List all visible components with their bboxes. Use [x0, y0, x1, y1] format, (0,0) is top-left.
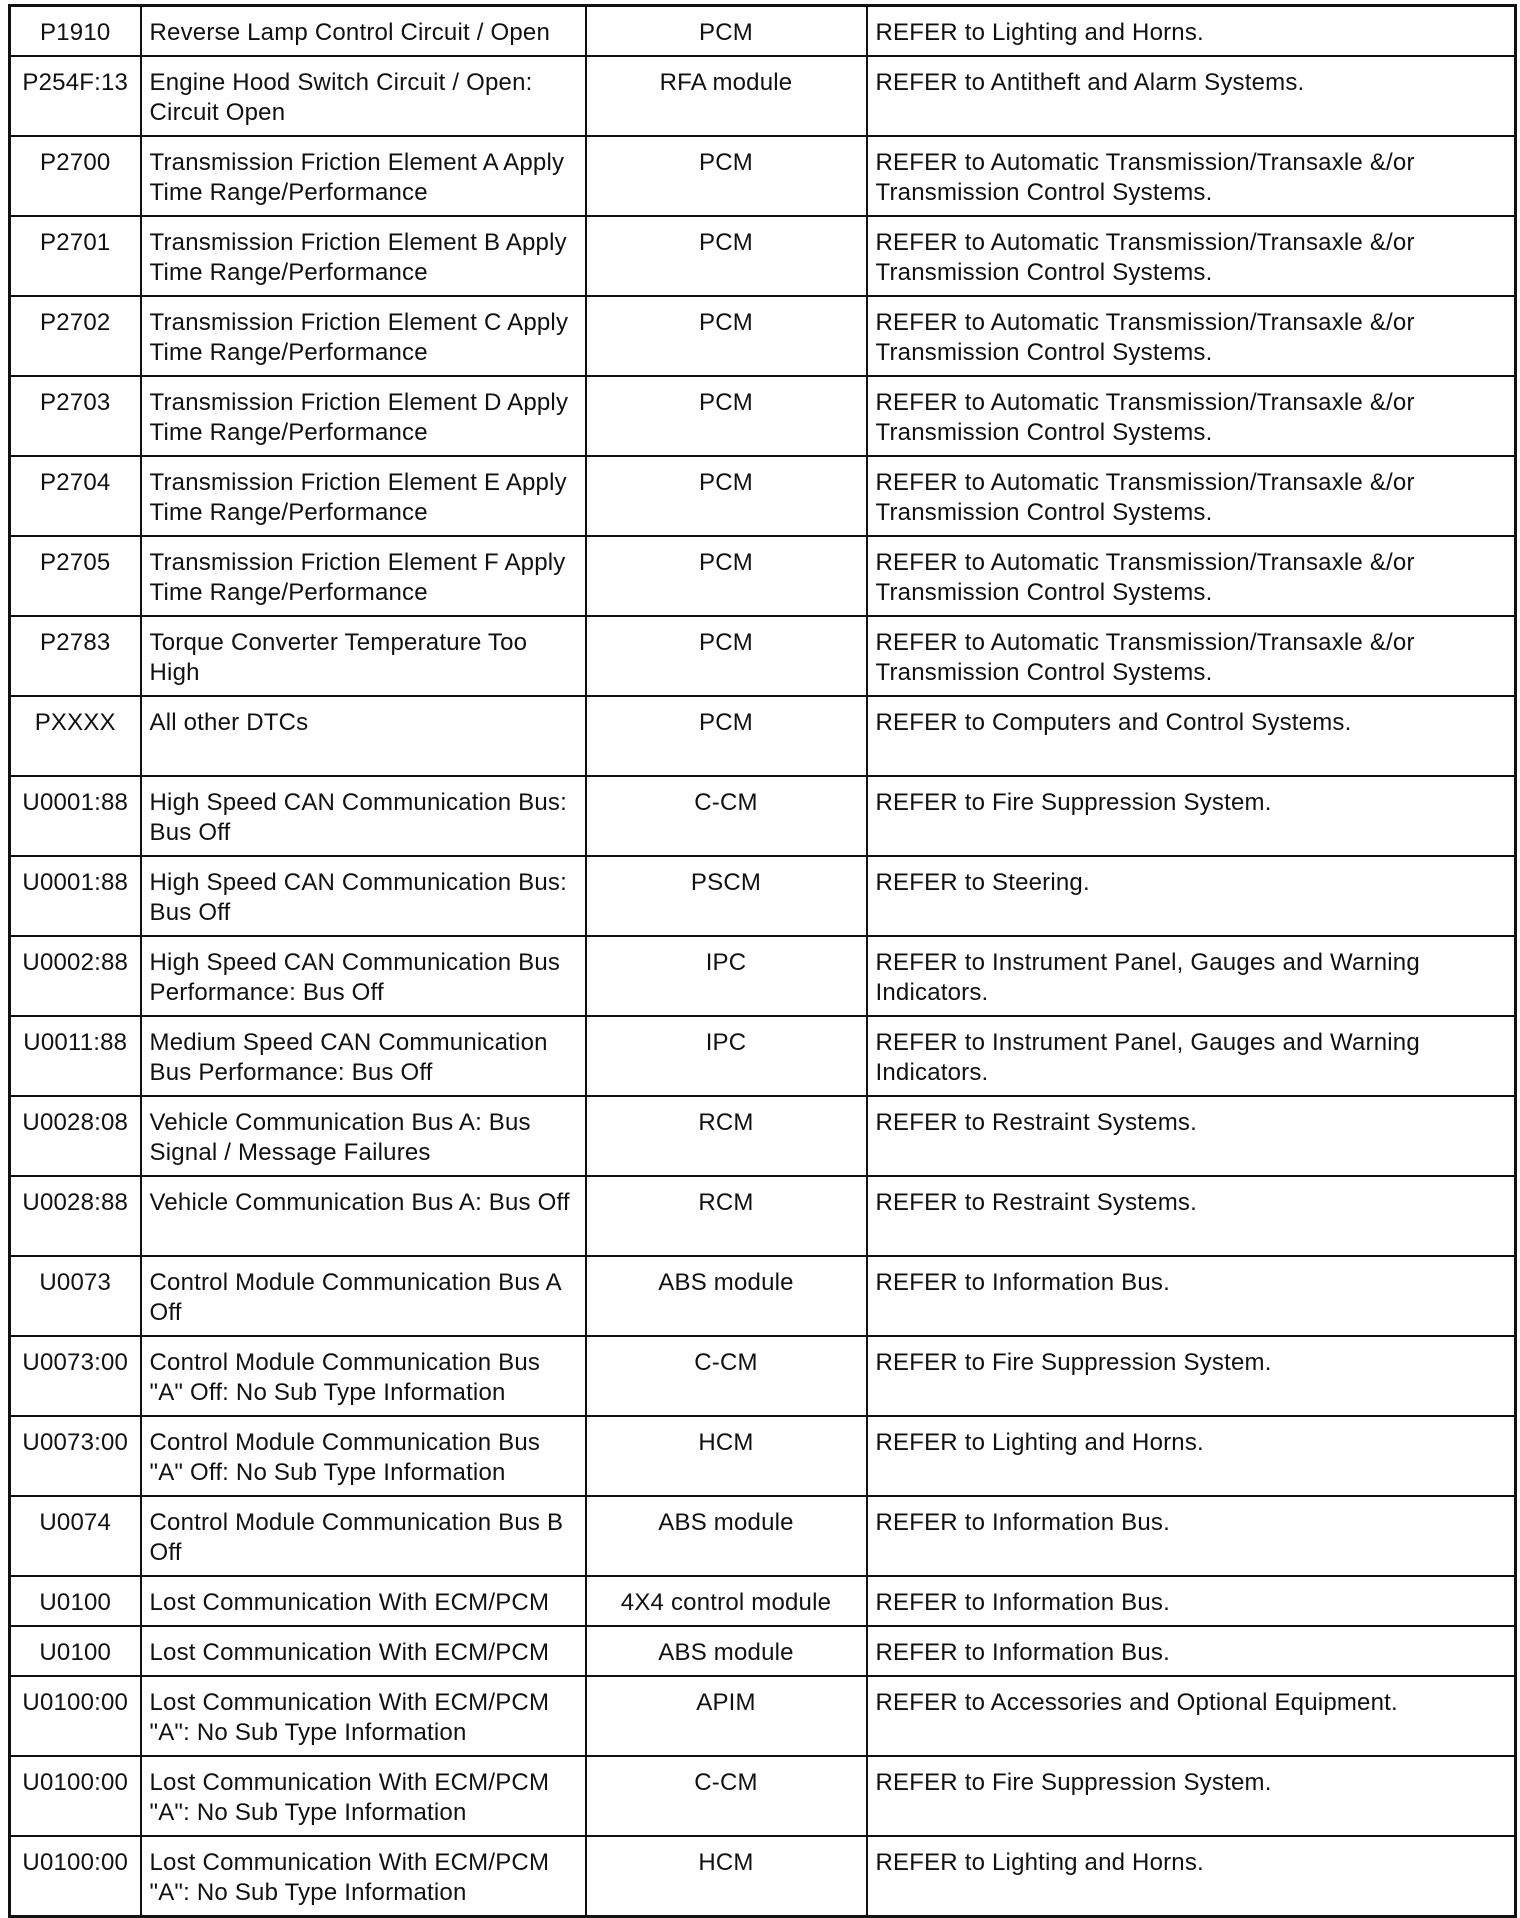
dtc-description: Control Module Communication Bus "A" Off: No Sub Type Information: [141, 1416, 586, 1496]
table-row: [10, 696, 1516, 776]
dtc-description: Lost Communication With ECM/PCM "A": No Sub Type Information: [141, 1836, 586, 1917]
table-row: [10, 1336, 1516, 1416]
dtc-description: Transmission Friction Element E Apply Time Range/Performance: [141, 456, 586, 536]
table-row: [10, 6, 1516, 57]
dtc-code: P2704: [10, 456, 141, 536]
dtc-action: REFER to Automatic Transmission/Transaxle &/or Transmission Control Systems.: [867, 536, 1516, 616]
dtc-code: P2701: [10, 216, 141, 296]
dtc-action: REFER to Fire Suppression System.: [867, 1336, 1516, 1416]
dtc-table: [8, 4, 1517, 1918]
dtc-code: U0028:88: [10, 1176, 141, 1256]
dtc-action: REFER to Automatic Transmission/Transaxle &/or Transmission Control Systems.: [867, 216, 1516, 296]
dtc-code: U0100: [10, 1626, 141, 1676]
dtc-module: HCM: [586, 1836, 867, 1917]
dtc-description: Engine Hood Switch Circuit / Open: Circuit Open: [141, 56, 586, 136]
table-row: [10, 1016, 1516, 1096]
dtc-module: ABS module: [586, 1496, 867, 1576]
dtc-description: Vehicle Communication Bus A: Bus Off: [141, 1176, 586, 1256]
table-row: [10, 1676, 1516, 1756]
dtc-code: P2705: [10, 536, 141, 616]
dtc-action: REFER to Restraint Systems.: [867, 1096, 1516, 1176]
dtc-code: U0100: [10, 1576, 141, 1626]
dtc-module: PCM: [586, 456, 867, 536]
dtc-code: U0028:08: [10, 1096, 141, 1176]
dtc-module: RCM: [586, 1096, 867, 1176]
dtc-code: P2703: [10, 376, 141, 456]
dtc-description: Control Module Communication Bus B Off: [141, 1496, 586, 1576]
dtc-description: High Speed CAN Communication Bus: Bus Off: [141, 776, 586, 856]
table-row: [10, 1626, 1516, 1676]
table-row: [10, 1176, 1516, 1256]
table-row: [10, 1256, 1516, 1336]
dtc-description: Lost Communication With ECM/PCM "A": No Sub Type Information: [141, 1676, 586, 1756]
dtc-description: Torque Converter Temperature Too High: [141, 616, 586, 696]
dtc-description: Control Module Communication Bus "A" Off: No Sub Type Information: [141, 1336, 586, 1416]
dtc-action: REFER to Antitheft and Alarm Systems.: [867, 56, 1516, 136]
dtc-table-body: [10, 6, 1516, 1917]
dtc-action: REFER to Fire Suppression System.: [867, 776, 1516, 856]
dtc-module: RCM: [586, 1176, 867, 1256]
table-row: [10, 1096, 1516, 1176]
table-row: [10, 1836, 1516, 1917]
dtc-module: PCM: [586, 696, 867, 776]
dtc-action: REFER to Lighting and Horns.: [867, 1416, 1516, 1496]
dtc-code: U0001:88: [10, 856, 141, 936]
table-row: [10, 56, 1516, 136]
dtc-code: PXXXX: [10, 696, 141, 776]
dtc-action: REFER to Automatic Transmission/Transaxle &/or Transmission Control Systems.: [867, 376, 1516, 456]
dtc-description: Medium Speed CAN Communication Bus Performance: Bus Off: [141, 1016, 586, 1096]
dtc-action: REFER to Instrument Panel, Gauges and Warning Indicators.: [867, 936, 1516, 1016]
table-row: [10, 856, 1516, 936]
dtc-description: Reverse Lamp Control Circuit / Open: [141, 6, 586, 57]
dtc-description: Lost Communication With ECM/PCM: [141, 1576, 586, 1626]
dtc-module: ABS module: [586, 1256, 867, 1336]
dtc-action: REFER to Automatic Transmission/Transaxle &/or Transmission Control Systems.: [867, 296, 1516, 376]
dtc-action: REFER to Computers and Control Systems.: [867, 696, 1516, 776]
dtc-module: PCM: [586, 136, 867, 216]
dtc-action: REFER to Information Bus.: [867, 1256, 1516, 1336]
dtc-code: U0073: [10, 1256, 141, 1336]
dtc-code: U0100:00: [10, 1756, 141, 1836]
dtc-module: HCM: [586, 1416, 867, 1496]
dtc-code: U0073:00: [10, 1416, 141, 1496]
dtc-action: REFER to Lighting and Horns.: [867, 1836, 1516, 1917]
dtc-description: Transmission Friction Element C Apply Time Range/Performance: [141, 296, 586, 376]
dtc-module: IPC: [586, 936, 867, 1016]
dtc-code: U0002:88: [10, 936, 141, 1016]
dtc-action: REFER to Instrument Panel, Gauges and Warning Indicators.: [867, 1016, 1516, 1096]
dtc-module: PCM: [586, 296, 867, 376]
dtc-code: U0001:88: [10, 776, 141, 856]
dtc-action: REFER to Lighting and Horns.: [867, 6, 1516, 57]
dtc-description: Transmission Friction Element D Apply Time Range/Performance: [141, 376, 586, 456]
dtc-description: Lost Communication With ECM/PCM: [141, 1626, 586, 1676]
table-row: [10, 136, 1516, 216]
dtc-code: P2702: [10, 296, 141, 376]
dtc-action: REFER to Automatic Transmission/Transaxle &/or Transmission Control Systems.: [867, 456, 1516, 536]
table-row: [10, 616, 1516, 696]
dtc-description: Transmission Friction Element A Apply Time Range/Performance: [141, 136, 586, 216]
dtc-action: REFER to Fire Suppression System.: [867, 1756, 1516, 1836]
dtc-module: PCM: [586, 376, 867, 456]
dtc-description: All other DTCs: [141, 696, 586, 776]
dtc-description: Vehicle Communication Bus A: Bus Signal / Message Failures: [141, 1096, 586, 1176]
dtc-module: ABS module: [586, 1626, 867, 1676]
dtc-action: REFER to Information Bus.: [867, 1576, 1516, 1626]
table-row: [10, 1496, 1516, 1576]
dtc-module: 4X4 control module: [586, 1576, 867, 1626]
dtc-code: U0100:00: [10, 1836, 141, 1917]
dtc-description: Transmission Friction Element B Apply Time Range/Performance: [141, 216, 586, 296]
dtc-code: P2783: [10, 616, 141, 696]
dtc-module: C-CM: [586, 776, 867, 856]
dtc-code: U0074: [10, 1496, 141, 1576]
dtc-action: REFER to Accessories and Optional Equipment.: [867, 1676, 1516, 1756]
table-row: [10, 1416, 1516, 1496]
dtc-code: P254F:13: [10, 56, 141, 136]
dtc-module: IPC: [586, 1016, 867, 1096]
table-row: [10, 1576, 1516, 1626]
dtc-module: PCM: [586, 216, 867, 296]
dtc-code: U0011:88: [10, 1016, 141, 1096]
table-row: [10, 216, 1516, 296]
dtc-module: RFA module: [586, 56, 867, 136]
dtc-action: REFER to Information Bus.: [867, 1496, 1516, 1576]
dtc-description: Transmission Friction Element F Apply Time Range/Performance: [141, 536, 586, 616]
table-row: [10, 536, 1516, 616]
dtc-action: REFER to Information Bus.: [867, 1626, 1516, 1676]
dtc-description: Control Module Communication Bus A Off: [141, 1256, 586, 1336]
table-row: [10, 456, 1516, 536]
table-row: [10, 296, 1516, 376]
dtc-module: PCM: [586, 536, 867, 616]
dtc-action: REFER to Steering.: [867, 856, 1516, 936]
table-row: [10, 776, 1516, 856]
dtc-module: C-CM: [586, 1336, 867, 1416]
dtc-action: REFER to Automatic Transmission/Transaxle &/or Transmission Control Systems.: [867, 616, 1516, 696]
dtc-module: PSCM: [586, 856, 867, 936]
table-row: [10, 376, 1516, 456]
dtc-code: U0100:00: [10, 1676, 141, 1756]
dtc-action: REFER to Restraint Systems.: [867, 1176, 1516, 1256]
dtc-module: APIM: [586, 1676, 867, 1756]
dtc-action: REFER to Automatic Transmission/Transaxle &/or Transmission Control Systems.: [867, 136, 1516, 216]
dtc-code: P1910: [10, 6, 141, 57]
dtc-code: P2700: [10, 136, 141, 216]
dtc-description: High Speed CAN Communication Bus: Bus Off: [141, 856, 586, 936]
dtc-description: High Speed CAN Communication Bus Performance: Bus Off: [141, 936, 586, 1016]
dtc-description: Lost Communication With ECM/PCM "A": No Sub Type Information: [141, 1756, 586, 1836]
table-row: [10, 1756, 1516, 1836]
dtc-module: C-CM: [586, 1756, 867, 1836]
dtc-code: U0073:00: [10, 1336, 141, 1416]
table-row: [10, 936, 1516, 1016]
dtc-module: PCM: [586, 616, 867, 696]
dtc-module: PCM: [586, 6, 867, 57]
